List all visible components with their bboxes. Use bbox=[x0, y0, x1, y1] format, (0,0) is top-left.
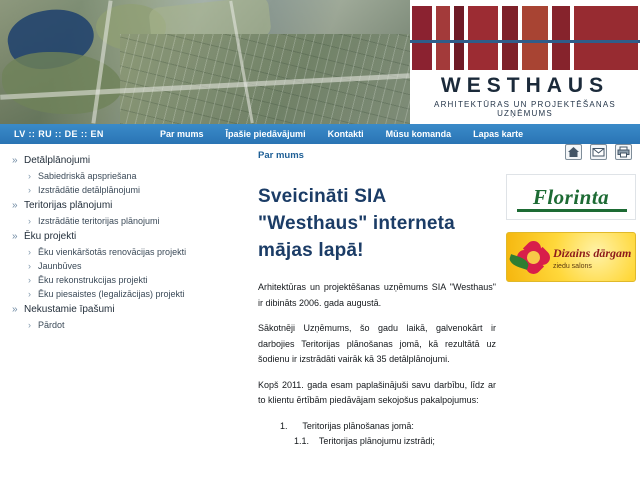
nav-item-lapas-karte[interactable]: Lapas karte bbox=[473, 129, 524, 139]
aerial-masterplan-image bbox=[0, 0, 410, 124]
sidebar-item-eku-piesaistes-projekti[interactable]: › Ēku piesaistes (legalizācijas) projekti bbox=[0, 287, 248, 301]
sidebar-item-eku-vienkarsotas-renovacijas-projekti[interactable]: › Ēku vienkāršotās renovācijas projekti bbox=[0, 245, 248, 259]
logo-bars-graphic bbox=[410, 0, 640, 72]
paragraph-3: Kopš 2011. gada esam paplašinājuši savu darbību, līdz ar to klientu ērtībām piedāvājam sekojošus pakalpojumus: bbox=[258, 379, 496, 405]
page-title bbox=[252, 161, 502, 264]
nav-item-par-mums[interactable]: Par mums bbox=[160, 129, 204, 139]
ad-florinta[interactable] bbox=[506, 174, 636, 220]
ad-dizains-title: Dizains dārgam bbox=[553, 246, 632, 260]
list-item-text: Teritorijas plānošanas jomā: bbox=[302, 420, 414, 431]
list-item-number: 1. bbox=[280, 420, 288, 431]
list-item bbox=[280, 434, 496, 450]
sidebar-item-pardot[interactable]: › Pārdot bbox=[0, 318, 248, 332]
list-item-number: 1.1. bbox=[294, 436, 310, 446]
nav-items bbox=[160, 124, 523, 144]
breadcrumb: Par mums bbox=[258, 150, 304, 161]
paragraph-1: Arhitektūras un projektēšanas uzņēmums SIA "Westhaus" ir dibināts 2006. gada augustā. bbox=[258, 282, 496, 308]
nav-item-ipasie-piedavajumi[interactable]: Īpašie piedāvājumi bbox=[225, 129, 306, 139]
company-logo[interactable] bbox=[410, 0, 640, 124]
ad-florinta-underline bbox=[517, 209, 627, 212]
nav-item-kontakti[interactable]: Kontakti bbox=[327, 129, 364, 139]
services-list bbox=[252, 419, 502, 450]
site-header-banner bbox=[0, 0, 640, 124]
sidebar-menu bbox=[0, 144, 248, 480]
print-icon[interactable] bbox=[615, 144, 632, 160]
company-tagline: ARHITEKTŪRAS UN PROJEKTĒŠANAS UZŅĒMUMS bbox=[434, 100, 616, 118]
sidebar-item-izstradatie-teritorijas-planojumi[interactable]: › Izstrādātie teritorijas plānojumi bbox=[0, 214, 248, 228]
language-switcher[interactable]: LV :: RU :: DE :: EN bbox=[14, 129, 104, 139]
main-navigation-bar bbox=[0, 124, 640, 144]
intro-text bbox=[252, 264, 502, 409]
paragraph-2: Sākotnēji Uzņēmums, šo gadu laikā, galvenokārt ir darbojies Teritorijas plānošanas jomā, kā rezultātā uz šodienu ir izstrādāti vairāk kā 35 detālplānojumi. bbox=[258, 323, 496, 364]
home-glyph bbox=[567, 146, 580, 158]
sidebar-item-eku-projekti[interactable]: » Ēku projekti bbox=[0, 228, 248, 245]
sidebar-item-teritorijas-planojumi[interactable]: » Teritorijas plānojumi bbox=[0, 197, 248, 214]
print-glyph bbox=[617, 146, 630, 158]
ad-dizains-subtitle: ziedu salons bbox=[553, 263, 592, 270]
page-title-line-1: Sveicināti SIA bbox=[258, 186, 387, 207]
sidebar-item-nekustamie-ipasumi[interactable]: » Nekustamie īpašumi bbox=[0, 301, 248, 318]
home-icon[interactable] bbox=[565, 144, 582, 160]
sidebar-item-eku-rekonstrukcijas-projekti[interactable]: › Ēku rekonstrukcijas projekti bbox=[0, 273, 248, 287]
nav-item-musu-komanda[interactable]: Mūsu komanda bbox=[385, 129, 452, 139]
sidebar-item-detalplanojumi[interactable]: » Detālplānojumi bbox=[0, 152, 248, 169]
logo-blue-rule bbox=[410, 40, 640, 43]
ad-florinta-title: Florinta bbox=[532, 184, 610, 209]
page-title-line-2: "Westhaus" interneta bbox=[258, 213, 455, 234]
sidebar-item-jaunbuves[interactable]: › Jaunbūves bbox=[0, 259, 248, 273]
mail-icon[interactable] bbox=[590, 144, 607, 160]
main-content bbox=[252, 144, 502, 480]
page-title-line-3: mājas lapā! bbox=[258, 240, 364, 261]
sidebar-item-sabiedriska-apspriesana[interactable]: › Sabiedriskā apspriešana bbox=[0, 169, 248, 183]
right-rail bbox=[502, 144, 640, 480]
list-item bbox=[280, 419, 496, 435]
list-item-text: Teritorijas plānojumu izstrādi; bbox=[318, 436, 435, 446]
sidebar-item-izstradatie-detalplanojumi[interactable]: › Izstrādātie detālplānojumi bbox=[0, 183, 248, 197]
page-tools bbox=[565, 144, 632, 160]
ad-dizains-dargam[interactable] bbox=[506, 232, 636, 282]
company-name: WESTHAUS bbox=[440, 74, 610, 97]
mail-glyph bbox=[592, 146, 605, 158]
